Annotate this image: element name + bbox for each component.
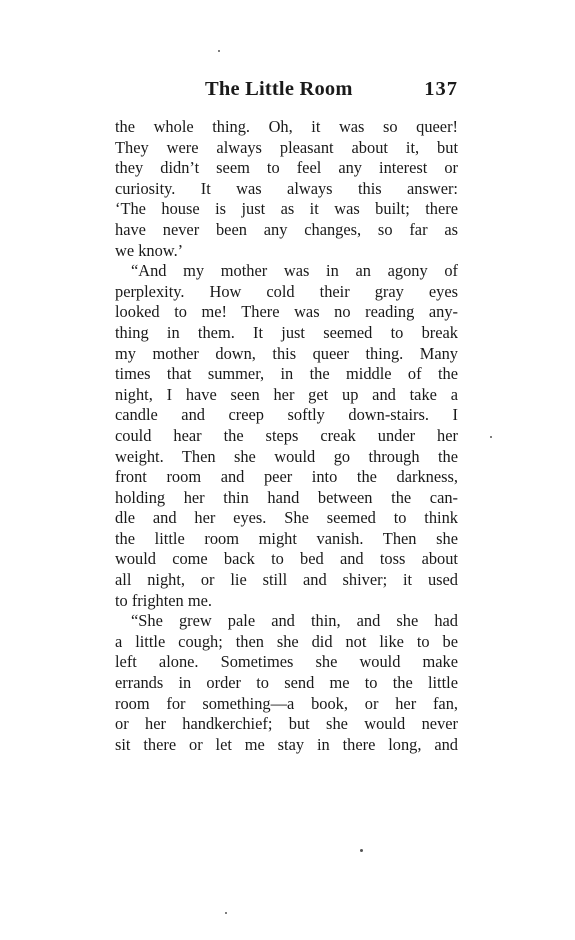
text-line: the whole thing. Oh, it was so queer!	[115, 117, 458, 136]
text-line: would come back to bed and toss about	[115, 549, 458, 569]
text-line: holding her thin hand between the can-	[115, 487, 458, 507]
text-line: a little cough; then she did not like to be	[115, 631, 458, 651]
dust-speck	[360, 849, 363, 852]
running-title: The Little Room	[205, 78, 353, 100]
paragraph-start-line: “And my mother was in an agony of	[131, 261, 458, 281]
text-line: night, I have seen her get up and take a	[115, 384, 458, 404]
text-line: sit there or let me stay in there long, and	[115, 734, 458, 754]
text-line: perplexity. How cold their gray eyes	[115, 281, 458, 301]
text-line: have never been any changes, so far as	[115, 219, 458, 239]
text-line: errands in order to send me to the little	[115, 673, 458, 693]
text-line: all night, or lie still and shiver; it used	[115, 570, 458, 590]
body-text	[115, 117, 458, 755]
paragraph-start-line: “She grew pale and thin, and she had	[131, 611, 458, 631]
text-line: candle and creep softly down-stairs. I	[115, 405, 458, 425]
text-line: we know.’	[115, 240, 184, 260]
page-number: 137	[424, 78, 458, 100]
text-line: looked to me! There was no reading any-	[115, 302, 458, 322]
running-head	[115, 78, 458, 106]
text-line: the little room might vanish. Then she	[115, 528, 458, 548]
text-line: times that summer, in the middle of the	[115, 364, 458, 384]
text-line: left alone. Sometimes she would make	[115, 652, 458, 672]
text-line: they didn’t seem to feel any interest or	[115, 158, 458, 178]
text-line: thing in them. It just seemed to break	[115, 322, 458, 342]
text-line: They were always pleasant about it, but	[115, 137, 458, 157]
text-line: to frighten me.	[115, 590, 212, 610]
text-line: dle and her eyes. She seemed to think	[115, 508, 458, 528]
dust-speck	[225, 912, 227, 914]
text-line: ‘The house is just as it was built; there	[115, 199, 458, 219]
dust-speck	[218, 50, 220, 52]
text-line: front room and peer into the darkness,	[115, 467, 458, 487]
text-line: could hear the steps creak under her	[115, 425, 458, 445]
text-line: or her handkerchief; but she would never	[115, 714, 458, 734]
text-line: weight. Then she would go through the	[115, 446, 458, 466]
text-line: room for something—a book, or her fan,	[115, 693, 458, 713]
text-line: my mother down, this queer thing. Many	[115, 343, 458, 363]
dust-speck	[490, 436, 492, 438]
text-line: curiosity. It was always this answer:	[115, 178, 458, 198]
